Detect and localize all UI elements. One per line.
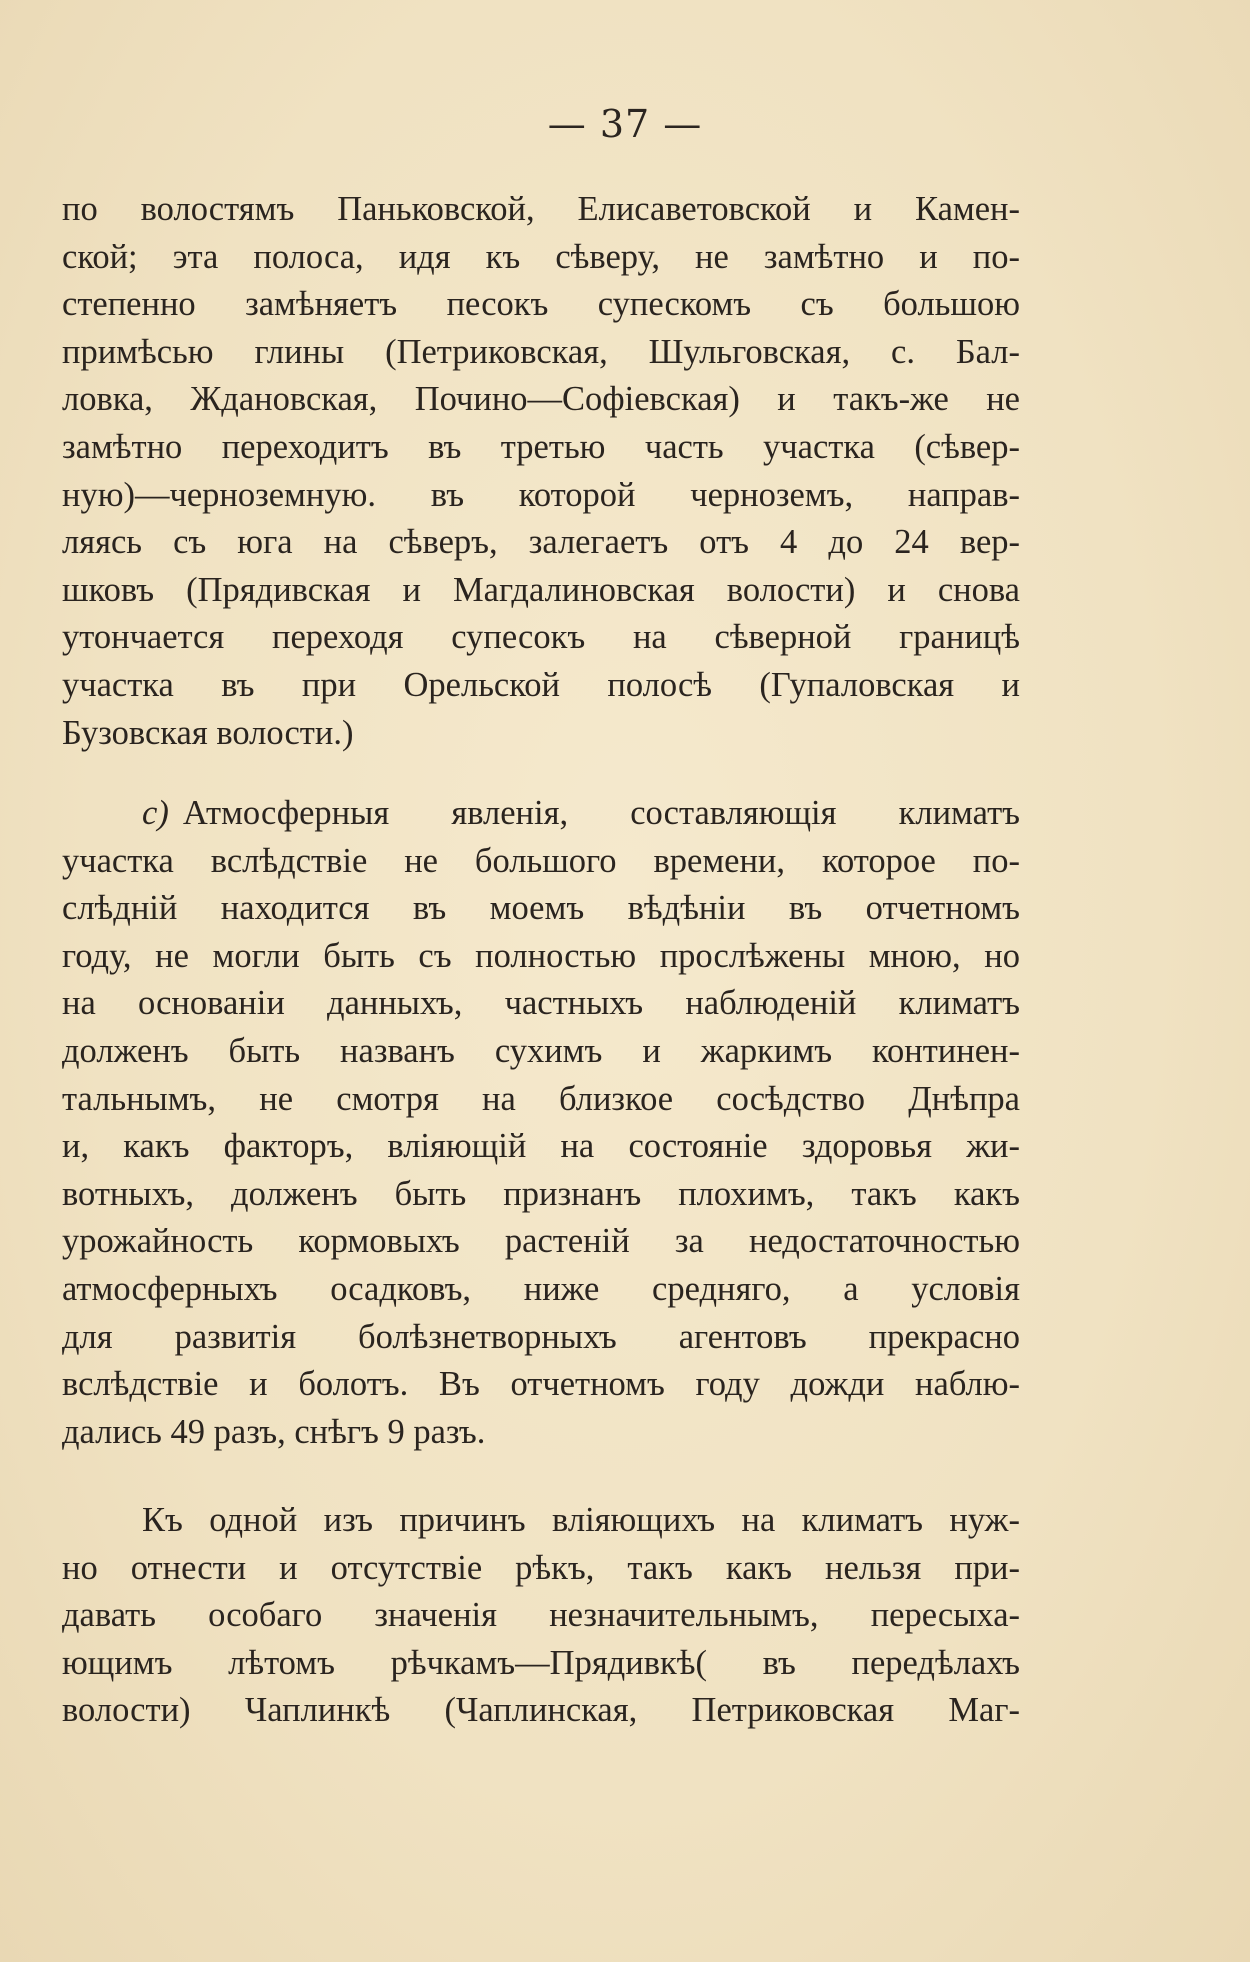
text-line: ловка, Ждановская, Почино—Софіевская) и такъ-же не: [62, 380, 1020, 419]
text-line: Бузовская волости.): [62, 713, 354, 752]
text-line: ющимъ лѣтомъ рѣчкамъ—Прядивкѣ( въ передѣлахъ: [62, 1643, 1020, 1682]
text-line: участка вслѣдствіе не большого времени, которое по-: [62, 841, 1020, 880]
text-line: ляясь съ юга на сѣверъ, залегаетъ отъ 4 до 24 вер-: [62, 523, 1020, 562]
text-line: участка въ при Орельской полосѣ (Гупаловская и: [62, 665, 1020, 704]
text-line: ную)—черноземную. въ которой черноземъ, направ-: [62, 475, 1020, 514]
text-line: и, какъ факторъ, вліяющій на состояніе здоровья жи-: [62, 1127, 1020, 1166]
text-line: [62, 790, 1020, 838]
text-line: степенно замѣняетъ песокъ супескомъ съ большою: [62, 285, 1020, 324]
text-line: для развитія болѣзнетворныхъ агентовъ прекрасно: [62, 1317, 1020, 1356]
text-line: примѣсью глины (Петриковская, Шульговская, с. Бал-: [62, 332, 1020, 371]
paragraph-soil: [62, 186, 1020, 757]
text-line: по волостямъ Паньковской, Елисаветовской и Камен-: [62, 190, 1020, 228]
paragraph-climate: [62, 790, 1020, 1456]
text-line: атмосферныхъ осадковъ, ниже средняго, а условія: [62, 1269, 1020, 1308]
text-line: тальнымъ, не смотря на близкое сосѣдство Днѣпра: [62, 1079, 1020, 1118]
text-line: но отнести и отсутствіе рѣкъ, такъ какъ нельзя при-: [62, 1548, 1020, 1587]
text-line: давать особаго значенія незначительнымъ, пересыха-: [62, 1596, 1020, 1635]
text-line: дались 49 разъ, снѣгъ 9 разъ.: [62, 1412, 486, 1451]
text-line: году, не могли быть съ полностью прослѣжены мною, но: [62, 936, 1020, 975]
text-line: вслѣдствіе и болотъ. Въ отчетномъ году дожди наблю-: [62, 1365, 1020, 1404]
section-marker: c): [142, 794, 169, 832]
text-line: на основаніи данныхъ, частныхъ наблюденій климатъ: [62, 984, 1020, 1023]
text-line-content: Атмосферныя явленія, составляющія климатъ: [182, 794, 1020, 832]
text-line: утончается переходя супесокъ на сѣверной границѣ: [62, 618, 1020, 657]
text-line: замѣтно переходитъ въ третью часть участка (сѣвер-: [62, 427, 1020, 466]
text-line: Къ одной изъ причинъ вліяющихъ на климатъ нуж-: [142, 1501, 1020, 1539]
text-line: долженъ быть названъ сухимъ и жаркимъ континен-: [62, 1031, 1020, 1070]
text-line: слѣдній находится въ моемъ вѣдѣніи въ отчетномъ: [62, 889, 1020, 928]
text-line: волости) Чаплинкѣ (Чаплинская, Петриковская Маг-: [62, 1691, 1020, 1730]
text-line: вотныхъ, долженъ быть признанъ плохимъ, такъ какъ: [62, 1174, 1020, 1213]
text-line: шковъ (Прядивская и Магдалиновская волости) и снова: [62, 570, 1020, 609]
paragraph-rivers: [62, 1497, 1020, 1735]
page-number: — 37 —: [547, 102, 703, 146]
text-line: ской; эта полоса, идя къ сѣверу, не замѣтно и по-: [62, 237, 1020, 276]
text-line: урожайность кормовыхъ растеній за недостаточностью: [62, 1222, 1020, 1261]
